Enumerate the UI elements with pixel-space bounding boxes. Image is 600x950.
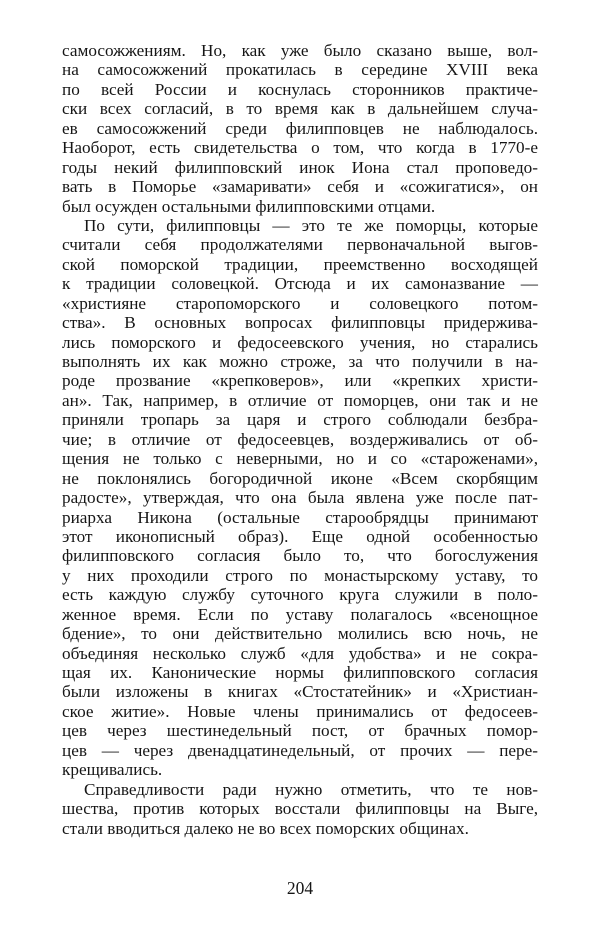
- text-line: стали вводиться далеко не во всех поморских общинах.: [62, 818, 469, 838]
- text-line: ски всех согласий, в то время как в дальнейшем случа-: [62, 99, 538, 119]
- text-line: у них проходили строго по монастырскому уставу, то: [62, 565, 538, 585]
- text-line: ства». В основных вопросах филипповцы придержива-: [62, 313, 538, 333]
- text-line: По сути, филипповцы — это те же поморцы, которые: [84, 215, 538, 235]
- text-line: ан». Так, например, в отличие от поморцев, они так и не: [62, 390, 538, 410]
- text-line: к традиции соловецкой. Отсюда и их самоназвание —: [62, 274, 538, 294]
- text-line: ской поморской традиции, преемственно восходящей: [62, 254, 538, 274]
- text-line: ское житие». Новые члены принимались от федосеев-: [62, 701, 538, 721]
- text-line: женное время. Если по уставу полагалось «всенощное: [62, 604, 538, 624]
- text-line: щая их. Канонические нормы филипповского согласия: [62, 663, 538, 682]
- text-line: крещивались.: [62, 760, 163, 780]
- text-line: самосожжениям. Но, как уже было сказано выше, вол-: [62, 41, 538, 60]
- text-line: был осужден остальными филипповскими отцами.: [62, 196, 436, 216]
- text-line: радосте», утверждая, что она была явлена уже после пат-: [62, 488, 538, 508]
- text-line: годы некий филипповский инок Иона стал проповедо-: [62, 157, 538, 177]
- text-line: роде прозвание «крепковеров», или «крепких христи-: [62, 371, 538, 391]
- text-line: щения не только с неверными, но и со «староженами»,: [62, 449, 538, 469]
- text-line: не поклонялись богородичной иконе «Всем скорбящим: [62, 468, 538, 488]
- text-line: этот иконописный образ). Еще одной особенностью: [62, 526, 538, 546]
- text-line: чие; в отличие от федосеевцев, воздерживались от об-: [62, 429, 538, 449]
- text-line: приняли тропарь за царя и строго соблюдали безбра-: [62, 410, 538, 430]
- text-line: Справедливости ради нужно отметить, что те нов-: [84, 779, 538, 799]
- text-line: ев самосожжений среди филипповцев не наблюдалось.: [62, 118, 538, 138]
- text-line: цев через шестинедельный пост, от брачных помор-: [62, 721, 538, 741]
- text-line: выполнять их как можно строже, за что получили в на-: [62, 352, 538, 371]
- paragraph: [62, 780, 538, 838]
- text-line: по всей России и коснулась сторонников практиче-: [62, 79, 538, 99]
- text-line: лись поморского и федосеевского учения, но старались: [62, 332, 538, 352]
- text-line: вать в Поморье «замаривати» себя и «сожигатися», он: [62, 177, 538, 197]
- text-line: бдение», то они действительно молились всю ночь, не: [62, 624, 538, 644]
- text-line: объединяя несколько служб «для удобства» и не сокра-: [62, 643, 538, 663]
- text-line: шества, против которых восстали филипповцы на Выге,: [62, 799, 538, 819]
- text-line: Наоборот, есть свидетельства о том, что когда в 1770-е: [62, 138, 538, 158]
- text-line: цев — через двенадцатинедельный, от прочих — пере-: [62, 740, 538, 760]
- page-text: [62, 41, 538, 838]
- text-line: были изложены в книгах «Стостатейник» и «Христиан-: [62, 682, 538, 702]
- text-line: считали себя продолжателями первоначальной выгов-: [62, 235, 538, 255]
- text-line: риарха Никона (остальные старообрядцы принимают: [62, 507, 538, 527]
- text-line: на самосожжений прокатилась в середине XVIII века: [62, 60, 538, 80]
- paragraph: [62, 216, 538, 780]
- text-line: филипповского согласия было то, что богослужения: [62, 546, 538, 566]
- page-number: 204: [286, 878, 314, 898]
- text-line: есть каждую службу суточного круга служили в поло-: [62, 585, 538, 605]
- text-line: «християне старопоморского и соловецкого потом-: [62, 293, 538, 313]
- paragraph: [62, 41, 538, 216]
